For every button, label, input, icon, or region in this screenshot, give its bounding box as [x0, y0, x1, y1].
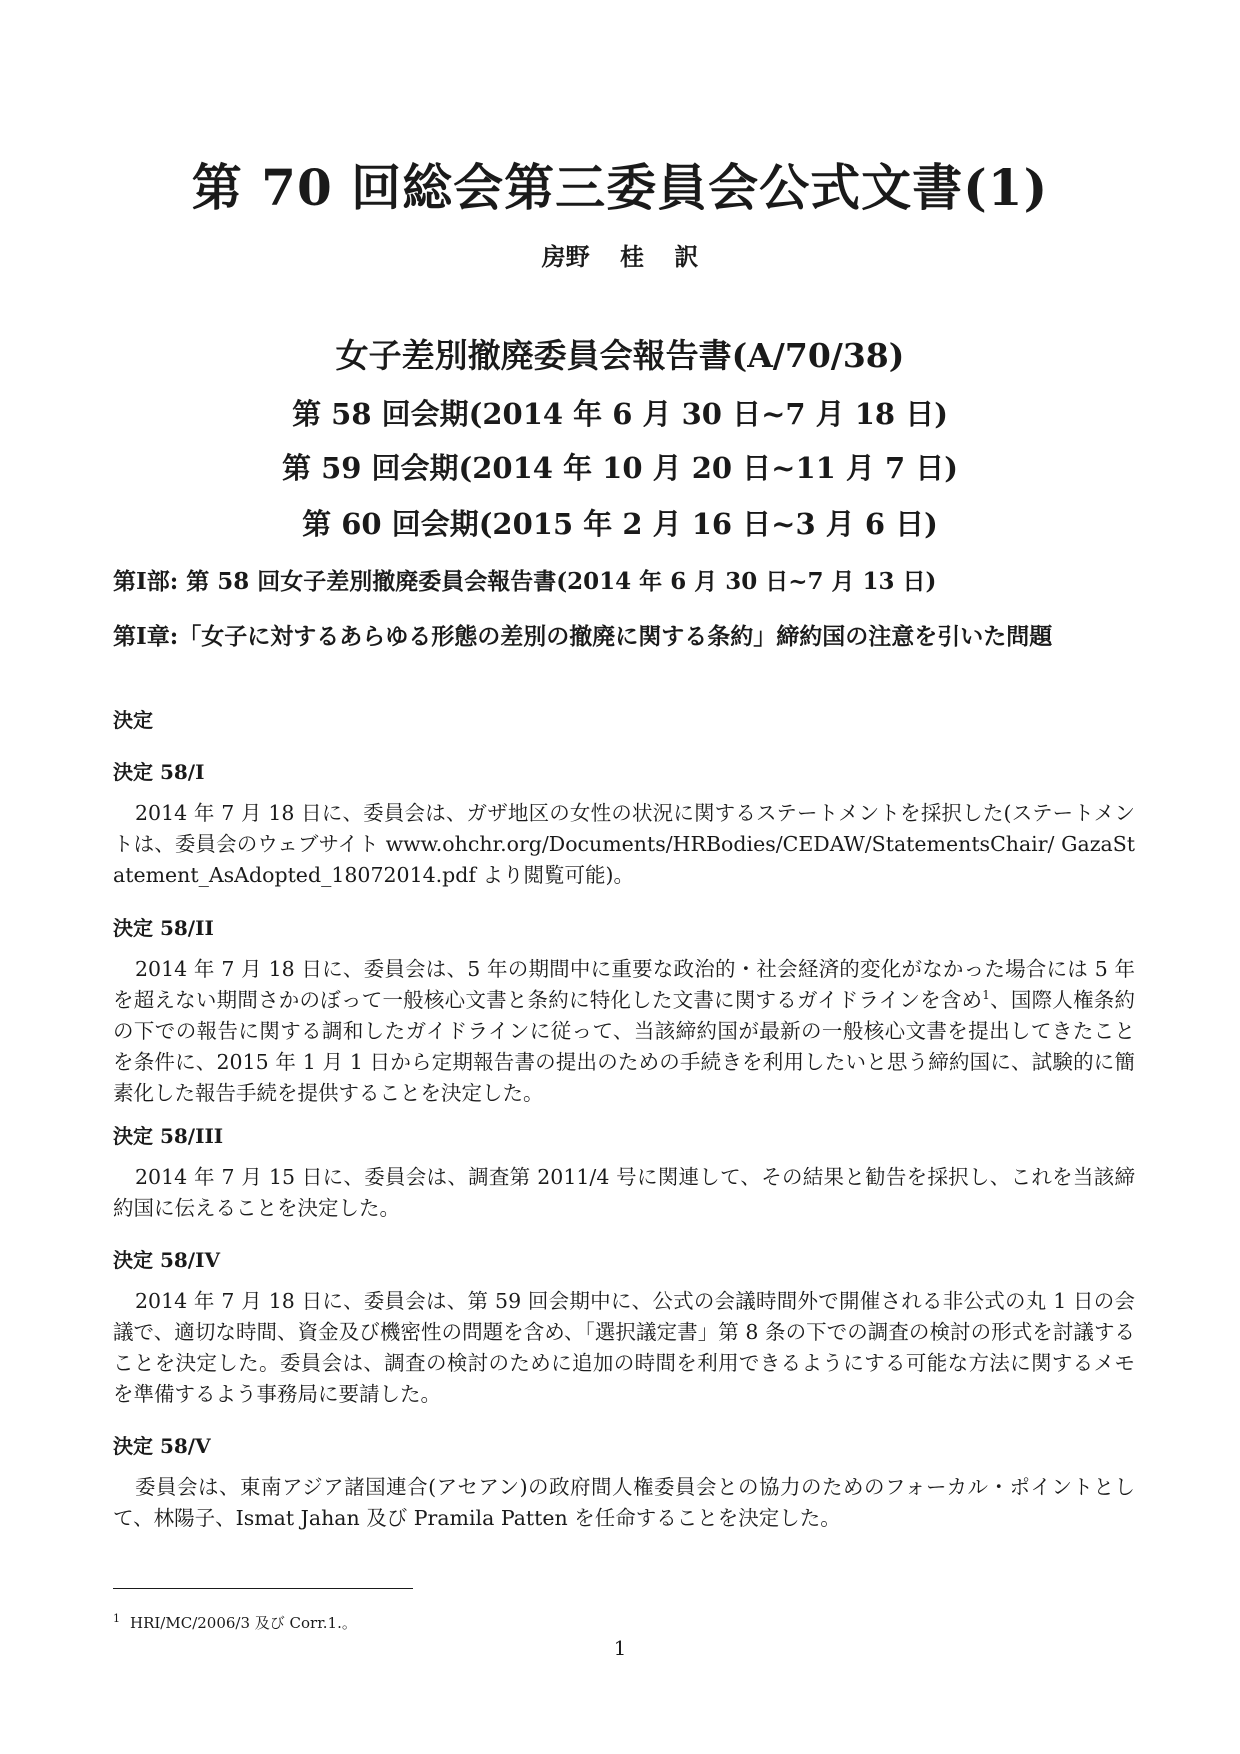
footnote-text: HRI/MC/2006/3 及び Corr.1.。 [130, 1614, 357, 1632]
part-heading: 第Ⅰ部: 第 58 回女子差別撤廃委員会報告書(2014 年 6 月 30 日~7 月 13 日) [113, 568, 937, 595]
footnote [113, 1612, 357, 1633]
session-59: 第 59 回会期(2014 年 10 月 20 日~11 月 7 日) [281, 451, 959, 485]
decision-text: 2014 年 7 月 18 日に、委員会は、第 59 回会期中に、公式の会議時間外で開催される非公式の丸 1 日の会議で、適切な時間、資金及び機密性の問題を含め、「選択議定書」第 8 条の下での調査の検討の形式を討議することを決定した。委員会は、調査の検討のために追加の時間を利用できるようにする可能な方法に関するメモを準備するよう事務局に要請した。 [113, 1289, 1135, 1406]
decision-text: 2014 年 7 月 15 日に、委員会は、調査第 2011/4 号に関連して、その結果と勧告を採択し、これを当該締約国に伝えることを決定した。 [113, 1165, 1135, 1220]
decision-text-part: 、国際人権条約の下での報告に関する調和したガイドラインに従って、当該締約国が最新の一般核心文書を提出してきたことを条件に、2015 年 1 月 1 日から定期報告書の提出のための手続きを利用したいと思う締約国に、試験的に簡素化した報告手続を提供することを決定した。 [113, 988, 1135, 1105]
decision-label: 決定 58/V [113, 1434, 211, 1458]
report-title: 女子差別撤廃委員会報告書(A/70/38) [335, 336, 905, 375]
decision-label: 決定 58/I [113, 760, 205, 784]
decision-label: 決定 58/III [113, 1124, 224, 1148]
document-title: 第 70 回総会第三委員会公式文書(1) [191, 158, 1049, 217]
decisions-heading: 決定 [113, 708, 153, 732]
footnote-divider [113, 1588, 413, 1589]
footnote-reference: 1 [982, 988, 990, 1003]
page-number: 1 [613, 1636, 627, 1660]
session-58: 第 58 回会期(2014 年 6 月 30 日~7 月 18 日) [292, 397, 948, 431]
footnote-number: 1 [113, 1612, 120, 1625]
translator-credit: 房野 桂 訳 [541, 242, 699, 271]
session-60: 第 60 回会期(2015 年 2 月 16 日~3 月 6 日) [302, 507, 938, 541]
decision-text-part: 2014 年 7 月 18 日に、委員会は、5 年の期間中に重要な政治的・社会経済的変化がなかった場合には 5 年を超えない期間さかのぼって一般核心文書と条約に特化した文書に関するガイドラインを含め [113, 957, 1135, 1012]
decision-text: 委員会は、東南アジア諸国連合(アセアン)の政府間人権委員会との協力のためのフォーカル・ポイントとして、林陽子、Ismat Jahan 及び Pramila Patten を任命することを決定した。 [113, 1475, 1135, 1530]
decision-text [113, 954, 1135, 1109]
decision-label: 決定 58/IV [113, 1248, 220, 1272]
decision-label: 決定 58/II [113, 916, 214, 940]
chapter-heading: 第Ⅰ章:「女子に対するあらゆる形態の差別の撤廃に関する条約」締約国の注意を引いた問題 [113, 623, 1053, 650]
decision-text: 2014 年 7 月 18 日に、委員会は、ガザ地区の女性の状況に関するステートメントを採択した(ステートメントは、委員会のウェブサイト www.ohchr.org/Documents/HRBodies/CEDAW/StatementsChair/ GazaStatement_AsAdopted_18072014.pdf より閲覧可能)。 [113, 801, 1135, 887]
